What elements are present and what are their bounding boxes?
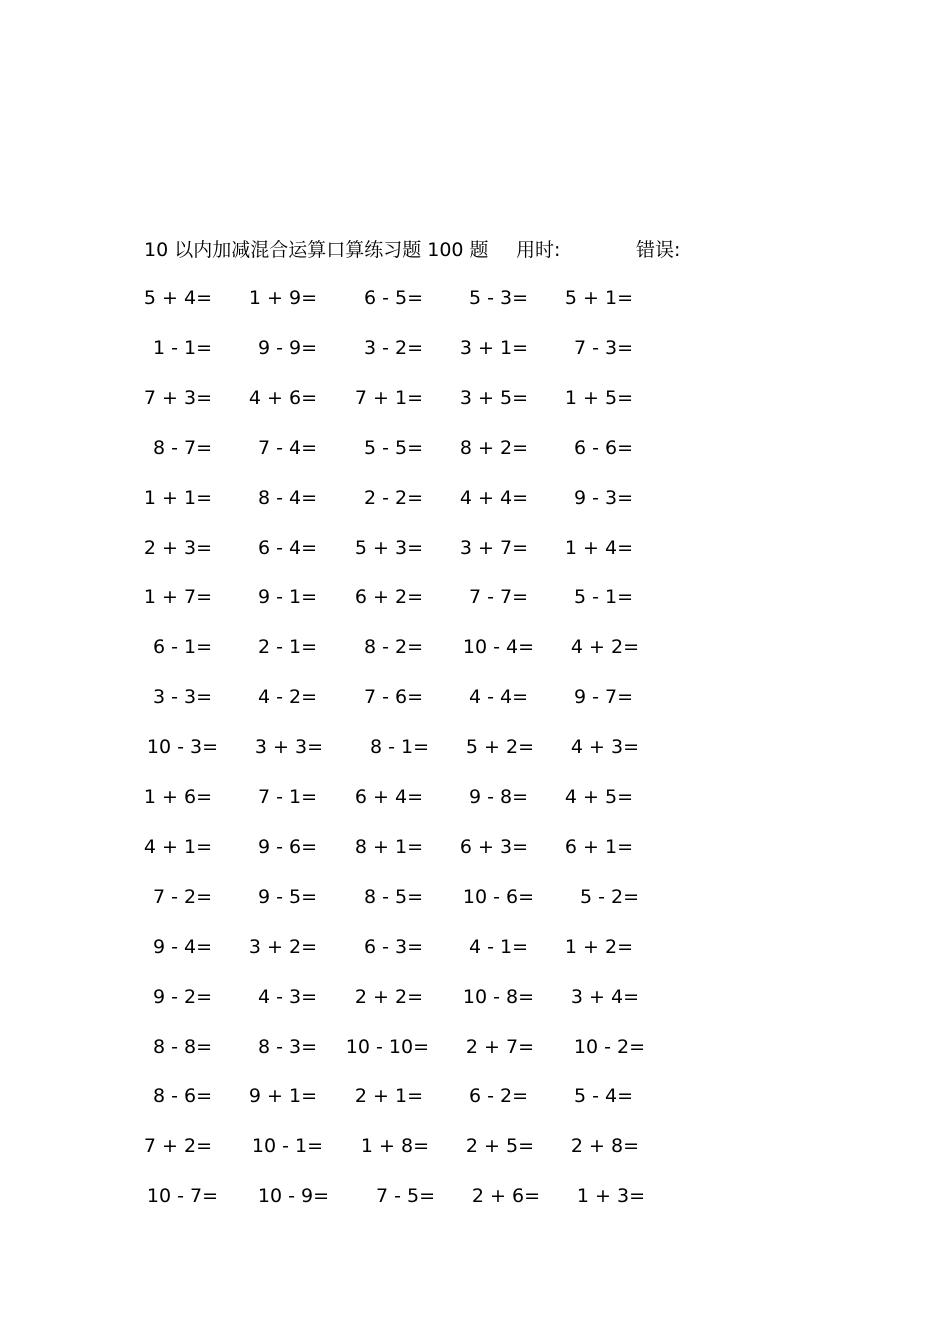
problem-item: 8 - 1=: [369, 736, 429, 759]
problem-item: 7 - 2=: [152, 885, 212, 908]
problem-item: 8 - 8=: [152, 1035, 212, 1058]
problem-item: 1 + 2=: [564, 935, 633, 958]
problem-item: 3 + 4=: [570, 985, 639, 1008]
problem-item: 10 - 8=: [462, 985, 534, 1008]
problem-item: 1 + 9=: [248, 287, 317, 309]
problem-item: 9 - 5=: [257, 885, 317, 908]
problem-item: 10 - 9=: [257, 1185, 329, 1208]
problem-item: 3 + 5=: [459, 386, 528, 409]
problem-item: 5 - 2=: [579, 885, 639, 908]
problem-item: 5 - 1=: [573, 586, 633, 609]
problem-item: 8 - 2=: [363, 636, 423, 659]
problem-item: 10 - 4=: [462, 636, 534, 659]
worksheet-title: 10 以内加减混合运算口算练习题 100 题: [144, 239, 489, 261]
problem-item: 6 - 5=: [363, 287, 423, 309]
problem-item: 1 + 3=: [576, 1185, 645, 1208]
problem-item: 7 + 2=: [143, 1135, 212, 1158]
problem-item: 4 + 3=: [570, 736, 639, 759]
problem-item: 1 + 5=: [564, 386, 633, 409]
problem-item: 5 + 4=: [143, 287, 212, 309]
problem-item: 2 + 8=: [570, 1135, 639, 1158]
problem-item: 4 - 3=: [257, 985, 317, 1008]
problem-item: 3 - 3=: [152, 686, 212, 709]
problem-item: 1 + 1=: [143, 486, 212, 509]
problem-item: 4 - 2=: [257, 686, 317, 709]
problem-item: 6 + 3=: [459, 835, 528, 858]
problem-item: 10 - 7=: [146, 1185, 218, 1208]
problem-item: 10 - 6=: [462, 885, 534, 908]
error-label: 错误:: [636, 239, 681, 261]
problem-item: 3 + 3=: [254, 736, 323, 759]
problem-item: 3 - 2=: [363, 336, 423, 359]
problem-item: 2 + 7=: [465, 1035, 534, 1058]
problem-item: 9 - 1=: [257, 586, 317, 609]
problem-item: 7 - 3=: [573, 336, 633, 359]
problem-item: 2 + 3=: [143, 536, 212, 559]
problem-item: 5 + 1=: [564, 287, 633, 309]
problem-item: 7 - 1=: [257, 786, 317, 808]
problem-item: 7 + 3=: [143, 386, 212, 409]
problem-item: 3 + 7=: [459, 536, 528, 559]
problem-item: 6 + 2=: [354, 586, 423, 609]
problem-item: 8 - 7=: [152, 436, 212, 459]
problem-item: 2 - 1=: [257, 636, 317, 659]
problem-item: 2 - 2=: [363, 486, 423, 509]
problem-item: 1 + 4=: [564, 536, 633, 559]
problem-item: 8 + 1=: [354, 835, 423, 858]
problem-item: 2 + 5=: [465, 1135, 534, 1158]
problem-item: 9 - 3=: [573, 486, 633, 509]
problem-item: 9 - 6=: [257, 835, 317, 858]
problem-item: 4 + 4=: [459, 486, 528, 509]
problem-item: 6 - 2=: [468, 1085, 528, 1108]
problem-item: 5 - 5=: [363, 436, 423, 459]
problem-item: 6 - 1=: [152, 636, 212, 659]
problem-item: 10 - 3=: [146, 736, 218, 759]
problem-item: 4 + 5=: [564, 786, 633, 808]
problem-item: 6 - 6=: [573, 436, 633, 459]
problem-item: 7 - 4=: [257, 436, 317, 459]
problem-item: 9 - 7=: [573, 686, 633, 709]
problem-item: 4 + 2=: [570, 636, 639, 659]
problem-item: 2 + 2=: [354, 985, 423, 1008]
problem-item: 8 - 3=: [257, 1035, 317, 1058]
problem-item: 1 + 6=: [143, 786, 212, 808]
problem-item: 9 + 1=: [248, 1085, 317, 1108]
problem-item: 2 + 6=: [471, 1185, 540, 1208]
problem-item: 4 - 4=: [468, 686, 528, 709]
problem-item: 5 + 2=: [465, 736, 534, 759]
problem-item: 7 - 6=: [363, 686, 423, 709]
problem-item: 9 - 4=: [152, 935, 212, 958]
problem-item: 1 + 7=: [143, 586, 212, 609]
problem-item: 10 - 2=: [573, 1035, 645, 1058]
problem-item: 5 - 4=: [573, 1085, 633, 1108]
problem-item: 10 - 1=: [251, 1135, 323, 1158]
problem-item: 4 - 1=: [468, 935, 528, 958]
problem-item: 8 + 2=: [459, 436, 528, 459]
problem-item: 6 + 1=: [564, 835, 633, 858]
problem-item: 7 + 1=: [354, 386, 423, 409]
time-label: 用时:: [516, 239, 561, 261]
problem-item: 8 - 5=: [363, 885, 423, 908]
problem-item: 9 - 8=: [468, 786, 528, 808]
problem-item: 10 - 10=: [345, 1035, 429, 1058]
problem-item: 8 - 6=: [152, 1085, 212, 1108]
problem-item: 1 - 1=: [152, 336, 212, 359]
problem-item: 3 + 2=: [248, 935, 317, 958]
problem-item: 8 - 4=: [257, 486, 317, 509]
problem-item: 9 - 9=: [257, 336, 317, 359]
problem-item: 4 + 1=: [143, 835, 212, 858]
problem-item: 6 - 4=: [257, 536, 317, 559]
problem-item: 2 + 1=: [354, 1085, 423, 1108]
problem-item: 3 + 1=: [459, 336, 528, 359]
problem-item: 4 + 6=: [248, 386, 317, 409]
problem-item: 6 + 4=: [354, 786, 423, 808]
problem-item: 5 + 3=: [354, 536, 423, 559]
problem-item: 1 + 8=: [360, 1135, 429, 1158]
problem-item: 7 - 7=: [468, 586, 528, 609]
problem-item: 9 - 2=: [152, 985, 212, 1008]
problem-item: 5 - 3=: [468, 287, 528, 309]
problem-item: 7 - 5=: [375, 1185, 435, 1208]
problem-item: 6 - 3=: [363, 935, 423, 958]
